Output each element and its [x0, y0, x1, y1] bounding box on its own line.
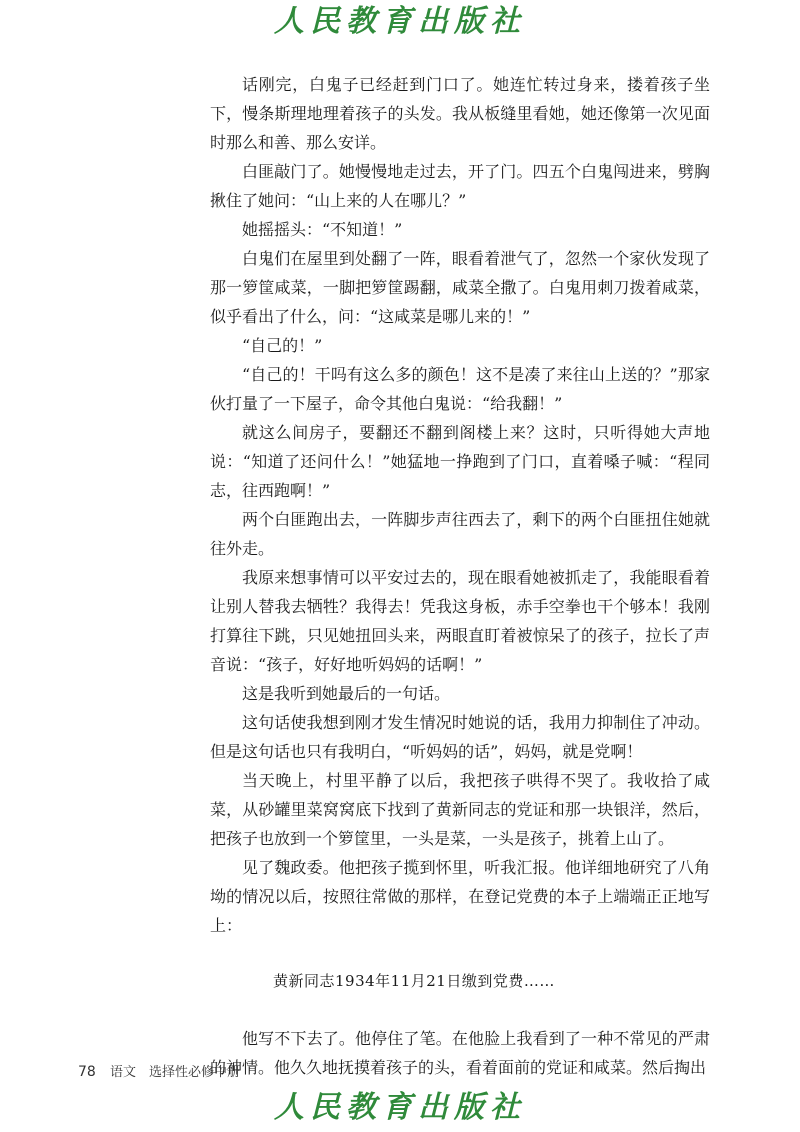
publisher-logo-bottom: 人民教育出版社 [274, 1090, 526, 1125]
page-footer [78, 1063, 240, 1082]
paragraph: 她摇摇头：“不知道！” [242, 220, 403, 239]
paragraph: 白鬼们在屋里到处翻了一阵，眼看着泄气了，忽然一个家伙发现了那一箩筐咸菜，一脚把箩筐踢翻，咸菜全撒了。白鬼用刺刀拨着咸菜，似乎看出了什么，问：“这咸菜是哪儿来的！” [210, 249, 710, 326]
paragraph: 见了魏政委。他把孩子揽到怀里，听我汇报。他详细地研究了八角坳的情况以后，按照往常做的那样，在登记党费的本子上端端正正地写上： [210, 858, 710, 935]
publisher-logo-top: 人民教育出版社 [274, 4, 526, 39]
paragraph: 白匪敲门了。她慢慢地走过去，开了门。四五个白鬼闯进来，劈胸揪住了她问：“山上来的人在哪儿？” [210, 162, 710, 210]
paragraph: “自己的！” [242, 336, 323, 355]
paragraph: 两个白匪跑出去，一阵脚步声往西去了，剩下的两个白匪扭住她就往外走。 [210, 510, 710, 558]
page-number: 78 [78, 1064, 96, 1080]
party-dues-record-line: 黄新同志1934年11月21日缴到党费…… [273, 972, 555, 990]
paragraph: 这句话使我想到刚才发生情况时她说的话，我用力抑制住了冲动。但是这句话也只有我明白，“听妈妈的话”，妈妈，就是党啊！ [210, 713, 710, 761]
book-title: 语文 选择性必修中册 [109, 1065, 240, 1080]
paragraph: 这是我听到她最后的一句话。 [242, 684, 451, 703]
paragraph: 话刚完，白鬼子已经赶到门口了。她连忙转过身来，搂着孩子坐下，慢条斯理地理着孩子的头发。我从板缝里看她，她还像第一次见面时那么和善、那么安详。 [210, 75, 710, 152]
paragraph: “自己的！干吗有这么多的颜色！这不是凑了来往山上送的？”那家伙打量了一下屋子，命令其他白鬼说：“给我翻！” [210, 365, 710, 413]
paragraph: 就这么间房子，要翻还不翻到阁楼上来？这时，只听得她大声地说：“知道了还问什么！”她猛地一挣跑到了门口，直着嗓子喊：“程同志，往西跑啊！” [210, 423, 710, 500]
paragraph: 他写不下去了。他停住了笔。在他脸上我看到了一种不常见的严肃的神情。他久久地抚摸着孩子的头，看着面前的党证和咸菜。然后掏出 [210, 1029, 710, 1077]
article-body [210, 70, 710, 1082]
paragraph: 我原来想事情可以平安过去的，现在眼看她被抓走了，我能眼看着让别人替我去牺牲？我得去！凭我这身板，赤手空拳也干个够本！我刚打算往下跳，只见她扭回头来，两眼直盯着被惊呆了的孩子，拉长了声音说：“孩子，好好地听妈妈的话啊！” [210, 568, 710, 674]
paragraph: 当天晚上，村里平静了以后，我把孩子哄得不哭了。我收拾了咸菜，从砂罐里菜窝窝底下找到了黄新同志的党证和那一块银洋，然后，把孩子也放到一个箩筐里，一头是菜，一头是孩子，挑着上山了。 [210, 771, 710, 848]
